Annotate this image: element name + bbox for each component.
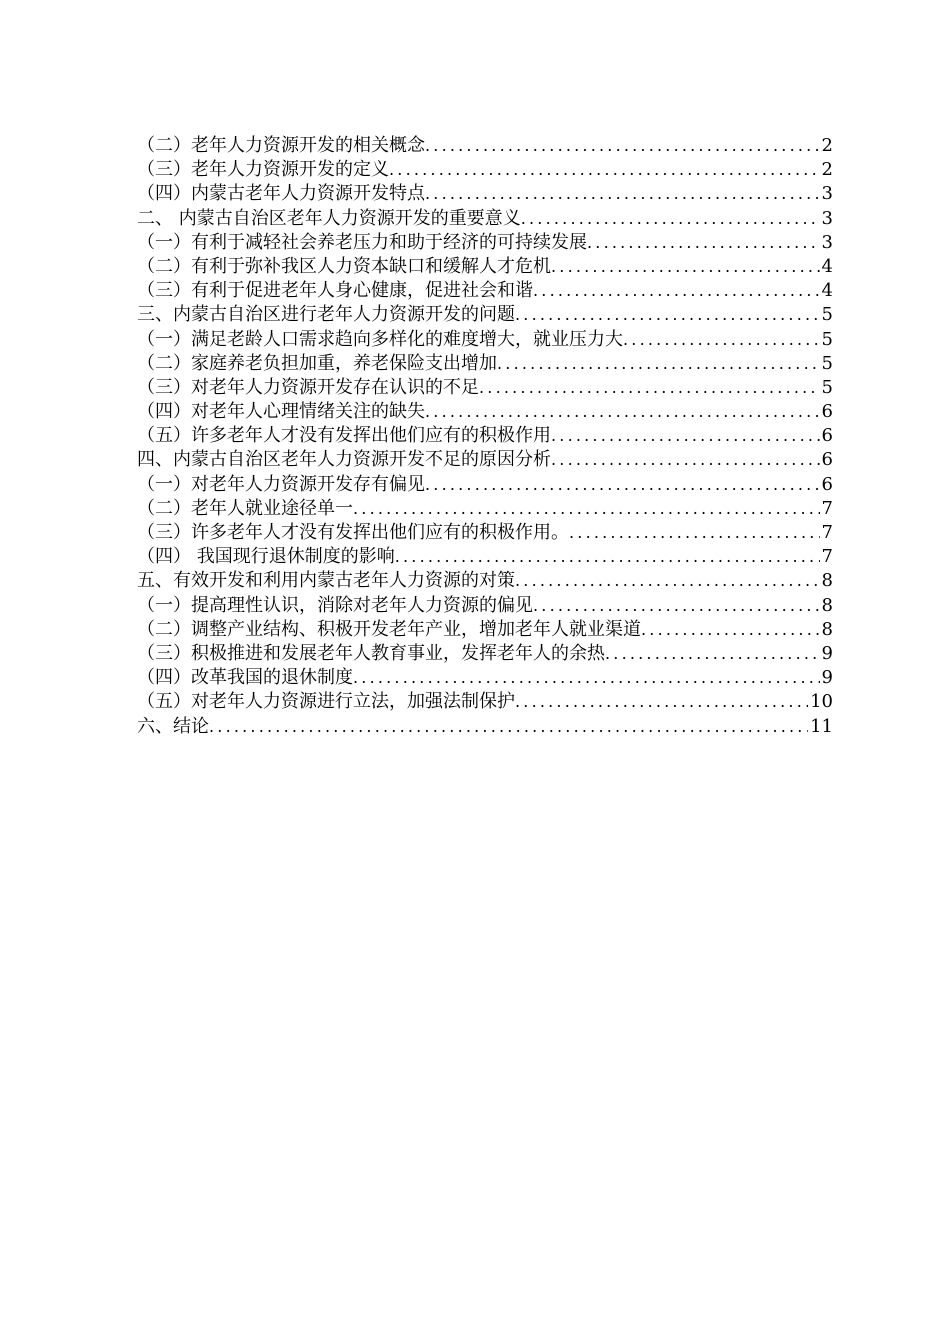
toc-entry-page: 4 bbox=[821, 255, 833, 277]
dot-leader bbox=[395, 545, 820, 569]
toc-entry[interactable] bbox=[137, 594, 833, 618]
toc-entry-title: （三）老年人力资源开发的定义 bbox=[137, 159, 389, 181]
toc-entry-page: 9 bbox=[821, 642, 833, 664]
toc-entry[interactable] bbox=[137, 158, 833, 182]
toc-entry-title: （四） 我国现行退休制度的影响 bbox=[137, 546, 395, 568]
dot-leader bbox=[623, 328, 820, 352]
toc-entry-page: 2 bbox=[821, 159, 833, 181]
toc-entry-page: 8 bbox=[821, 594, 833, 616]
toc-entry[interactable] bbox=[137, 303, 833, 327]
dot-leader bbox=[515, 303, 820, 327]
toc-entry[interactable] bbox=[137, 328, 833, 352]
dot-leader bbox=[515, 569, 820, 593]
toc-entry-page: 7 bbox=[821, 546, 833, 568]
toc-entry[interactable] bbox=[137, 690, 833, 714]
toc-entry-title: （一）有利于减轻社会养老压力和助于经济的可持续发展 bbox=[137, 231, 587, 253]
toc-entry-title: （四）内蒙古老年人力资源开发特点 bbox=[137, 183, 425, 205]
dot-leader bbox=[209, 715, 808, 739]
toc-entry-title: （四）改革我国的退休制度 bbox=[137, 667, 353, 689]
toc-entry-page: 8 bbox=[821, 570, 833, 592]
toc-entry-title: （三）许多老年人才没有发挥出他们应有的积极作用。 bbox=[137, 522, 569, 543]
toc-entry-title: （一）提高理性认识，消除对老年人力资源的偏见 bbox=[137, 594, 533, 616]
dot-leader bbox=[353, 497, 820, 521]
toc-entry-title: （二）老年人就业途径单一 bbox=[137, 497, 353, 519]
toc-entry[interactable] bbox=[137, 642, 833, 666]
toc-entry-title: （二）有利于弥补我区人力资本缺口和缓解人才危机 bbox=[137, 255, 551, 277]
toc-entry-page: 10 bbox=[810, 691, 833, 713]
toc-entry-title: 六、结论 bbox=[137, 715, 209, 737]
toc-entry-page: 6 bbox=[821, 449, 833, 471]
toc-entry[interactable] bbox=[137, 352, 833, 376]
toc-entry[interactable] bbox=[137, 255, 833, 279]
toc-entry[interactable] bbox=[137, 182, 833, 206]
toc-entry-title: （二）调整产业结构、积极开发老年产业，增加老年人就业渠道 bbox=[137, 618, 641, 640]
dot-leader bbox=[497, 352, 820, 376]
toc-entry-page: 2 bbox=[821, 135, 833, 156]
dot-leader bbox=[425, 134, 820, 158]
dot-leader bbox=[425, 400, 820, 424]
table-of-contents bbox=[137, 134, 833, 739]
dot-leader bbox=[533, 279, 820, 303]
toc-entry[interactable] bbox=[137, 666, 833, 690]
toc-entry-page: 5 bbox=[821, 328, 833, 350]
toc-entry-page: 11 bbox=[810, 715, 833, 737]
toc-entry-page: 5 bbox=[821, 352, 833, 374]
dot-leader bbox=[641, 618, 820, 642]
toc-entry-page: 6 bbox=[821, 425, 833, 447]
toc-entry-title: （二）家庭养老负担加重，养老保险支出增加 bbox=[137, 352, 497, 374]
toc-entry[interactable] bbox=[137, 424, 833, 448]
dot-leader bbox=[425, 473, 820, 497]
toc-entry-title: （五）许多老年人才没有发挥出他们应有的积极作用 bbox=[137, 425, 551, 447]
toc-entry[interactable] bbox=[137, 521, 833, 545]
toc-entry-page: 3 bbox=[821, 183, 833, 205]
dot-leader bbox=[551, 424, 820, 448]
toc-entry-page: 7 bbox=[821, 522, 833, 543]
dot-leader bbox=[425, 182, 820, 206]
toc-entry-title: （三）对老年人力资源开发存在认识的不足 bbox=[137, 376, 479, 398]
toc-entry-title: 三、内蒙古自治区进行老年人力资源开发的问题 bbox=[137, 304, 515, 326]
toc-entry[interactable] bbox=[137, 545, 833, 569]
toc-entry-page: 5 bbox=[821, 376, 833, 398]
dot-leader bbox=[479, 376, 820, 400]
toc-entry-page: 3 bbox=[821, 207, 833, 229]
toc-entry-page: 4 bbox=[821, 280, 833, 302]
toc-entry-page: 7 bbox=[821, 497, 833, 519]
toc-entry-title: （三）有利于促进老年人身心健康，促进社会和谐 bbox=[137, 280, 533, 302]
toc-entry-title: （四）对老年人心理情绪关注的缺失 bbox=[137, 401, 425, 423]
toc-entry-page: 5 bbox=[821, 304, 833, 326]
toc-entry[interactable] bbox=[137, 400, 833, 424]
toc-entry-title: （三）积极推进和发展老年人教育事业，发挥老年人的余热 bbox=[137, 642, 605, 664]
toc-entry[interactable] bbox=[137, 207, 833, 231]
toc-entry[interactable] bbox=[137, 134, 833, 158]
toc-entry[interactable] bbox=[137, 376, 833, 400]
toc-entry[interactable] bbox=[137, 448, 833, 472]
dot-leader bbox=[551, 448, 820, 472]
dot-leader bbox=[521, 207, 820, 231]
dot-leader bbox=[353, 666, 820, 690]
toc-entry[interactable] bbox=[137, 569, 833, 593]
dot-leader bbox=[533, 594, 820, 618]
toc-entry-title: （一）对老年人力资源开发存有偏见 bbox=[137, 473, 425, 495]
toc-entry-page: 9 bbox=[821, 667, 833, 689]
dot-leader bbox=[389, 158, 820, 182]
toc-entry[interactable] bbox=[137, 473, 833, 497]
toc-entry-title: 五、有效开发和利用内蒙古老年人力资源的对策 bbox=[137, 570, 515, 592]
toc-entry-page: 8 bbox=[821, 618, 833, 640]
dot-leader bbox=[587, 231, 820, 255]
toc-entry-title: 四、内蒙古自治区老年人力资源开发不足的原因分析 bbox=[137, 449, 551, 471]
toc-entry-title: 二、 内蒙古自治区老年人力资源开发的重要意义 bbox=[137, 207, 521, 229]
dot-leader bbox=[515, 690, 808, 714]
toc-entry-page: 3 bbox=[821, 231, 833, 253]
dot-leader bbox=[551, 255, 820, 279]
toc-entry[interactable] bbox=[137, 279, 833, 303]
toc-entry[interactable] bbox=[137, 715, 833, 739]
toc-entry[interactable] bbox=[137, 231, 833, 255]
toc-entry-title: （二）老年人力资源开发的相关概念 bbox=[137, 135, 425, 156]
toc-entry-title: （五）对老年人力资源进行立法，加强法制保护 bbox=[137, 691, 515, 713]
toc-entry-page: 6 bbox=[821, 473, 833, 495]
toc-entry-title: （一）满足老龄人口需求趋向多样化的难度增大，就业压力大 bbox=[137, 328, 623, 350]
dot-leader bbox=[569, 521, 820, 545]
toc-entry[interactable] bbox=[137, 618, 833, 642]
toc-entry-page: 6 bbox=[821, 401, 833, 423]
toc-entry[interactable] bbox=[137, 497, 833, 521]
dot-leader bbox=[605, 642, 820, 666]
